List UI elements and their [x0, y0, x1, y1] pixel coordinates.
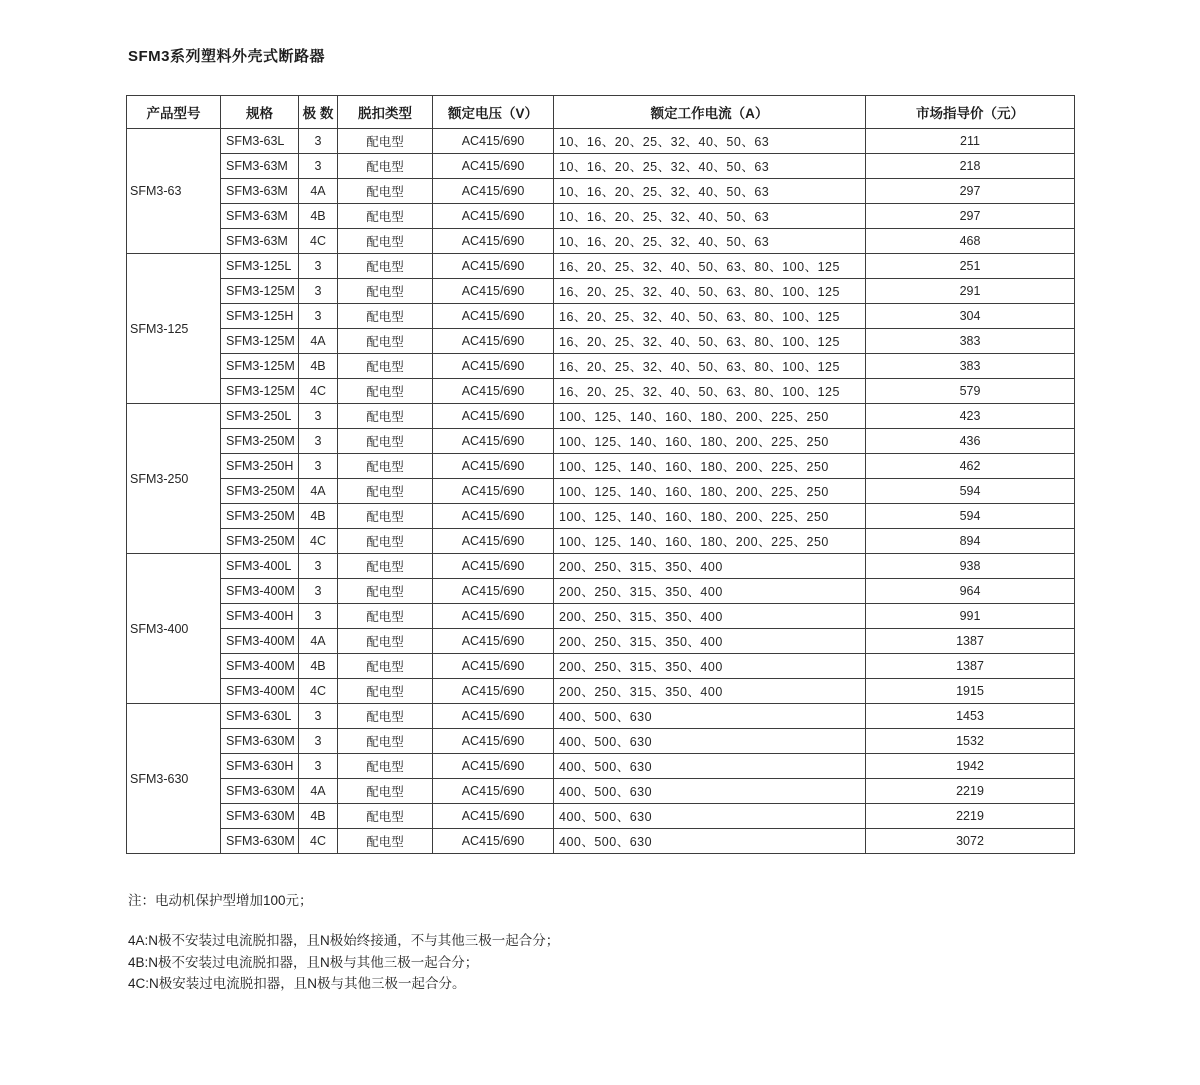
- trip-type-cell: 配电型: [338, 279, 433, 304]
- poles-cell: 4B: [299, 354, 338, 379]
- guide-price-cell: 1387: [866, 654, 1075, 679]
- guide-price-cell: 1453: [866, 704, 1075, 729]
- rated-current-cell: 16、20、25、32、40、50、63、80、100、125: [554, 354, 866, 379]
- trip-type-cell: 配电型: [338, 254, 433, 279]
- guide-price-cell: 3072: [866, 829, 1075, 854]
- spec-cell: SFM3-63M: [221, 204, 299, 229]
- rated-current-cell: 100、125、140、160、180、200、225、250: [554, 429, 866, 454]
- rated-current-cell: 10、16、20、25、32、40、50、63: [554, 229, 866, 254]
- spec-cell: SFM3-630H: [221, 754, 299, 779]
- rated-current-cell: 400、500、630: [554, 754, 866, 779]
- trip-type-cell: 配电型: [338, 579, 433, 604]
- trip-type-cell: 配电型: [338, 329, 433, 354]
- poles-cell: 4B: [299, 204, 338, 229]
- spec-cell: SFM3-250M: [221, 429, 299, 454]
- product-model-cell: SFM3-63: [127, 129, 221, 254]
- rated-voltage-cell: AC415/690: [433, 229, 554, 254]
- guide-price-cell: 991: [866, 604, 1075, 629]
- rated-voltage-cell: AC415/690: [433, 454, 554, 479]
- col-header-poles: 极 数: [299, 96, 338, 129]
- trip-type-cell: 配电型: [338, 529, 433, 554]
- table-row: [127, 354, 1075, 379]
- trip-type-cell: 配电型: [338, 429, 433, 454]
- rated-current-cell: 200、250、315、350、400: [554, 654, 866, 679]
- trip-type-cell: 配电型: [338, 229, 433, 254]
- spec-cell: SFM3-400M: [221, 679, 299, 704]
- spec-cell: SFM3-400M: [221, 579, 299, 604]
- trip-type-cell: 配电型: [338, 404, 433, 429]
- rated-voltage-cell: AC415/690: [433, 754, 554, 779]
- guide-price-cell: 251: [866, 254, 1075, 279]
- product-model-cell: SFM3-400: [127, 554, 221, 704]
- spec-cell: SFM3-63M: [221, 179, 299, 204]
- poles-cell: 4B: [299, 804, 338, 829]
- trip-type-cell: 配电型: [338, 154, 433, 179]
- guide-price-cell: 423: [866, 404, 1075, 429]
- poles-cell: 4A: [299, 629, 338, 654]
- rated-voltage-cell: AC415/690: [433, 804, 554, 829]
- poles-cell: 4A: [299, 179, 338, 204]
- trip-type-cell: 配电型: [338, 629, 433, 654]
- table-row: [127, 454, 1075, 479]
- poles-cell: 3: [299, 254, 338, 279]
- rated-voltage-cell: AC415/690: [433, 604, 554, 629]
- spec-cell: SFM3-250M: [221, 504, 299, 529]
- product-model-cell: SFM3-125: [127, 254, 221, 404]
- rated-voltage-cell: AC415/690: [433, 154, 554, 179]
- rated-voltage-cell: AC415/690: [433, 479, 554, 504]
- poles-cell: 3: [299, 304, 338, 329]
- poles-cell: 3: [299, 454, 338, 479]
- poles-cell: 3: [299, 154, 338, 179]
- guide-price-cell: 383: [866, 354, 1075, 379]
- rated-voltage-cell: AC415/690: [433, 779, 554, 804]
- notes-section: [128, 889, 559, 995]
- spec-cell: SFM3-630M: [221, 804, 299, 829]
- trip-type-cell: 配电型: [338, 379, 433, 404]
- rated-voltage-cell: AC415/690: [433, 829, 554, 854]
- rated-current-cell: 400、500、630: [554, 704, 866, 729]
- table-row: [127, 254, 1075, 279]
- rated-voltage-cell: AC415/690: [433, 304, 554, 329]
- spec-cell: SFM3-250L: [221, 404, 299, 429]
- table-row: [127, 729, 1075, 754]
- rated-current-cell: 16、20、25、32、40、50、63、80、100、125: [554, 329, 866, 354]
- spec-cell: SFM3-400L: [221, 554, 299, 579]
- poles-cell: 3: [299, 129, 338, 154]
- spec-cell: SFM3-630M: [221, 779, 299, 804]
- poles-cell: 3: [299, 404, 338, 429]
- trip-type-cell: 配电型: [338, 354, 433, 379]
- rated-current-cell: 100、125、140、160、180、200、225、250: [554, 529, 866, 554]
- product-spec-table: [126, 95, 1075, 854]
- rated-voltage-cell: AC415/690: [433, 179, 554, 204]
- poles-cell: 4C: [299, 529, 338, 554]
- table-row: [127, 829, 1075, 854]
- trip-type-cell: 配电型: [338, 604, 433, 629]
- rated-voltage-cell: AC415/690: [433, 729, 554, 754]
- spec-cell: SFM3-630M: [221, 829, 299, 854]
- rated-voltage-cell: AC415/690: [433, 379, 554, 404]
- table-row: [127, 654, 1075, 679]
- poles-cell: 4A: [299, 779, 338, 804]
- note-line: 4A:N极不安装过电流脱扣器，且N极始终接通，不与其他三极一起合分；: [128, 933, 560, 948]
- table-row: [127, 179, 1075, 204]
- rated-voltage-cell: AC415/690: [433, 579, 554, 604]
- guide-price-cell: 436: [866, 429, 1075, 454]
- table-row: [127, 379, 1075, 404]
- guide-price-cell: 594: [866, 504, 1075, 529]
- guide-price-cell: 297: [866, 204, 1075, 229]
- spec-cell: SFM3-125M: [221, 329, 299, 354]
- table-row: [127, 804, 1075, 829]
- rated-voltage-cell: AC415/690: [433, 404, 554, 429]
- rated-current-cell: 400、500、630: [554, 779, 866, 804]
- guide-price-cell: 1915: [866, 679, 1075, 704]
- poles-cell: 4C: [299, 229, 338, 254]
- guide-price-cell: 211: [866, 129, 1075, 154]
- rated-current-cell: 100、125、140、160、180、200、225、250: [554, 404, 866, 429]
- col-header-rated-voltage: 额定电压（V）: [433, 96, 554, 129]
- trip-type-cell: 配电型: [338, 129, 433, 154]
- rated-voltage-cell: AC415/690: [433, 329, 554, 354]
- spec-cell: SFM3-63L: [221, 129, 299, 154]
- product-model-cell: SFM3-250: [127, 404, 221, 554]
- col-header-spec: 规格: [221, 96, 299, 129]
- table-row: [127, 279, 1075, 304]
- rated-current-cell: 200、250、315、350、400: [554, 629, 866, 654]
- note-line: 4C:N极安装过电流脱扣器，且N极与其他三极一起合分。: [128, 976, 466, 991]
- rated-voltage-cell: AC415/690: [433, 429, 554, 454]
- spec-cell: SFM3-630M: [221, 729, 299, 754]
- spec-cell: SFM3-63M: [221, 154, 299, 179]
- trip-type-cell: 配电型: [338, 454, 433, 479]
- spec-cell: SFM3-125L: [221, 254, 299, 279]
- spec-cell: SFM3-125M: [221, 279, 299, 304]
- spec-cell: SFM3-250M: [221, 529, 299, 554]
- table-body: [127, 129, 1075, 854]
- rated-voltage-cell: AC415/690: [433, 504, 554, 529]
- trip-type-cell: 配电型: [338, 654, 433, 679]
- product-model-cell: SFM3-630: [127, 704, 221, 854]
- page-title: SFM3系列塑料外壳式断路器: [128, 48, 326, 65]
- rated-voltage-cell: AC415/690: [433, 554, 554, 579]
- trip-type-cell: 配电型: [338, 804, 433, 829]
- guide-price-cell: 938: [866, 554, 1075, 579]
- rated-current-cell: 200、250、315、350、400: [554, 554, 866, 579]
- guide-price-cell: 218: [866, 154, 1075, 179]
- rated-current-cell: 16、20、25、32、40、50、63、80、100、125: [554, 379, 866, 404]
- trip-type-cell: 配电型: [338, 754, 433, 779]
- trip-type-cell: 配电型: [338, 304, 433, 329]
- guide-price-cell: 297: [866, 179, 1075, 204]
- rated-current-cell: 10、16、20、25、32、40、50、63: [554, 179, 866, 204]
- rated-current-cell: 10、16、20、25、32、40、50、63: [554, 129, 866, 154]
- rated-voltage-cell: AC415/690: [433, 529, 554, 554]
- trip-type-cell: 配电型: [338, 704, 433, 729]
- poles-cell: 3: [299, 604, 338, 629]
- guide-price-cell: 579: [866, 379, 1075, 404]
- guide-price-cell: 291: [866, 279, 1075, 304]
- rated-current-cell: 200、250、315、350、400: [554, 579, 866, 604]
- guide-price-cell: 1532: [866, 729, 1075, 754]
- guide-price-cell: 594: [866, 479, 1075, 504]
- rated-voltage-cell: AC415/690: [433, 679, 554, 704]
- col-header-product-model: 产品型号: [127, 96, 221, 129]
- poles-cell: 4A: [299, 329, 338, 354]
- rated-voltage-cell: AC415/690: [433, 629, 554, 654]
- rated-current-cell: 200、250、315、350、400: [554, 604, 866, 629]
- table-row: [127, 479, 1075, 504]
- trip-type-cell: 配电型: [338, 179, 433, 204]
- spec-cell: SFM3-630L: [221, 704, 299, 729]
- rated-voltage-cell: AC415/690: [433, 279, 554, 304]
- poles-cell: 4B: [299, 654, 338, 679]
- poles-cell: 3: [299, 729, 338, 754]
- spec-cell: SFM3-125H: [221, 304, 299, 329]
- table-row: [127, 704, 1075, 729]
- rated-current-cell: 100、125、140、160、180、200、225、250: [554, 504, 866, 529]
- table-row: [127, 329, 1075, 354]
- trip-type-cell: 配电型: [338, 504, 433, 529]
- poles-cell: 4A: [299, 479, 338, 504]
- trip-type-cell: 配电型: [338, 679, 433, 704]
- col-header-trip-type: 脱扣类型: [338, 96, 433, 129]
- trip-type-cell: 配电型: [338, 479, 433, 504]
- note-line: 4B:N极不安装过电流脱扣器，且N极与其他三极一起合分；: [128, 954, 479, 970]
- guide-price-cell: 383: [866, 329, 1075, 354]
- table-row: [127, 404, 1075, 429]
- table-row: [127, 679, 1075, 704]
- col-header-rated-current: 额定工作电流（A）: [554, 96, 866, 129]
- table-row: [127, 229, 1075, 254]
- poles-cell: 4C: [299, 379, 338, 404]
- table-row: [127, 129, 1075, 154]
- rated-voltage-cell: AC415/690: [433, 704, 554, 729]
- rated-current-cell: 400、500、630: [554, 729, 866, 754]
- rated-current-cell: 10、16、20、25、32、40、50、63: [554, 154, 866, 179]
- guide-price-cell: 964: [866, 579, 1075, 604]
- spec-cell: SFM3-250H: [221, 454, 299, 479]
- poles-cell: 3: [299, 429, 338, 454]
- guide-price-cell: 2219: [866, 779, 1075, 804]
- table-row: [127, 554, 1075, 579]
- rated-voltage-cell: AC415/690: [433, 204, 554, 229]
- table-row: [127, 154, 1075, 179]
- note-main: 注：电动机保护型增加100元；: [128, 893, 313, 908]
- table-row: [127, 754, 1075, 779]
- table-row: [127, 204, 1075, 229]
- poles-cell: 3: [299, 279, 338, 304]
- poles-cell: 4B: [299, 504, 338, 529]
- table-row: [127, 529, 1075, 554]
- table-row: [127, 504, 1075, 529]
- rated-current-cell: 100、125、140、160、180、200、225、250: [554, 454, 866, 479]
- spec-cell: SFM3-400M: [221, 629, 299, 654]
- rated-voltage-cell: AC415/690: [433, 354, 554, 379]
- table-header-row: [127, 96, 1075, 129]
- guide-price-cell: 468: [866, 229, 1075, 254]
- rated-current-cell: 16、20、25、32、40、50、63、80、100、125: [554, 304, 866, 329]
- trip-type-cell: 配电型: [338, 829, 433, 854]
- trip-type-cell: 配电型: [338, 729, 433, 754]
- spec-cell: SFM3-125M: [221, 379, 299, 404]
- table-row: [127, 629, 1075, 654]
- rated-voltage-cell: AC415/690: [433, 254, 554, 279]
- table-row: [127, 304, 1075, 329]
- spec-cell: SFM3-125M: [221, 354, 299, 379]
- spec-cell: SFM3-400H: [221, 604, 299, 629]
- trip-type-cell: 配电型: [338, 204, 433, 229]
- rated-current-cell: 400、500、630: [554, 804, 866, 829]
- guide-price-cell: 304: [866, 304, 1075, 329]
- poles-cell: 4C: [299, 829, 338, 854]
- spec-cell: SFM3-400M: [221, 654, 299, 679]
- poles-cell: 3: [299, 754, 338, 779]
- guide-price-cell: 462: [866, 454, 1075, 479]
- rated-voltage-cell: AC415/690: [433, 129, 554, 154]
- trip-type-cell: 配电型: [338, 554, 433, 579]
- rated-current-cell: 400、500、630: [554, 829, 866, 854]
- table-row: [127, 429, 1075, 454]
- rated-voltage-cell: AC415/690: [433, 654, 554, 679]
- rated-current-cell: 16、20、25、32、40、50、63、80、100、125: [554, 279, 866, 304]
- rated-current-cell: 10、16、20、25、32、40、50、63: [554, 204, 866, 229]
- note-lines: [128, 930, 559, 995]
- spec-cell: SFM3-63M: [221, 229, 299, 254]
- guide-price-cell: 1942: [866, 754, 1075, 779]
- table-row: [127, 579, 1075, 604]
- rated-current-cell: 16、20、25、32、40、50、63、80、100、125: [554, 254, 866, 279]
- table-row: [127, 779, 1075, 804]
- table-row: [127, 604, 1075, 629]
- rated-current-cell: 200、250、315、350、400: [554, 679, 866, 704]
- col-header-guide-price: 市场指导价（元）: [866, 96, 1075, 129]
- spec-cell: SFM3-250M: [221, 479, 299, 504]
- guide-price-cell: 2219: [866, 804, 1075, 829]
- trip-type-cell: 配电型: [338, 779, 433, 804]
- poles-cell: 3: [299, 579, 338, 604]
- guide-price-cell: 1387: [866, 629, 1075, 654]
- guide-price-cell: 894: [866, 529, 1075, 554]
- poles-cell: 3: [299, 554, 338, 579]
- rated-current-cell: 100、125、140、160、180、200、225、250: [554, 479, 866, 504]
- poles-cell: 4C: [299, 679, 338, 704]
- poles-cell: 3: [299, 704, 338, 729]
